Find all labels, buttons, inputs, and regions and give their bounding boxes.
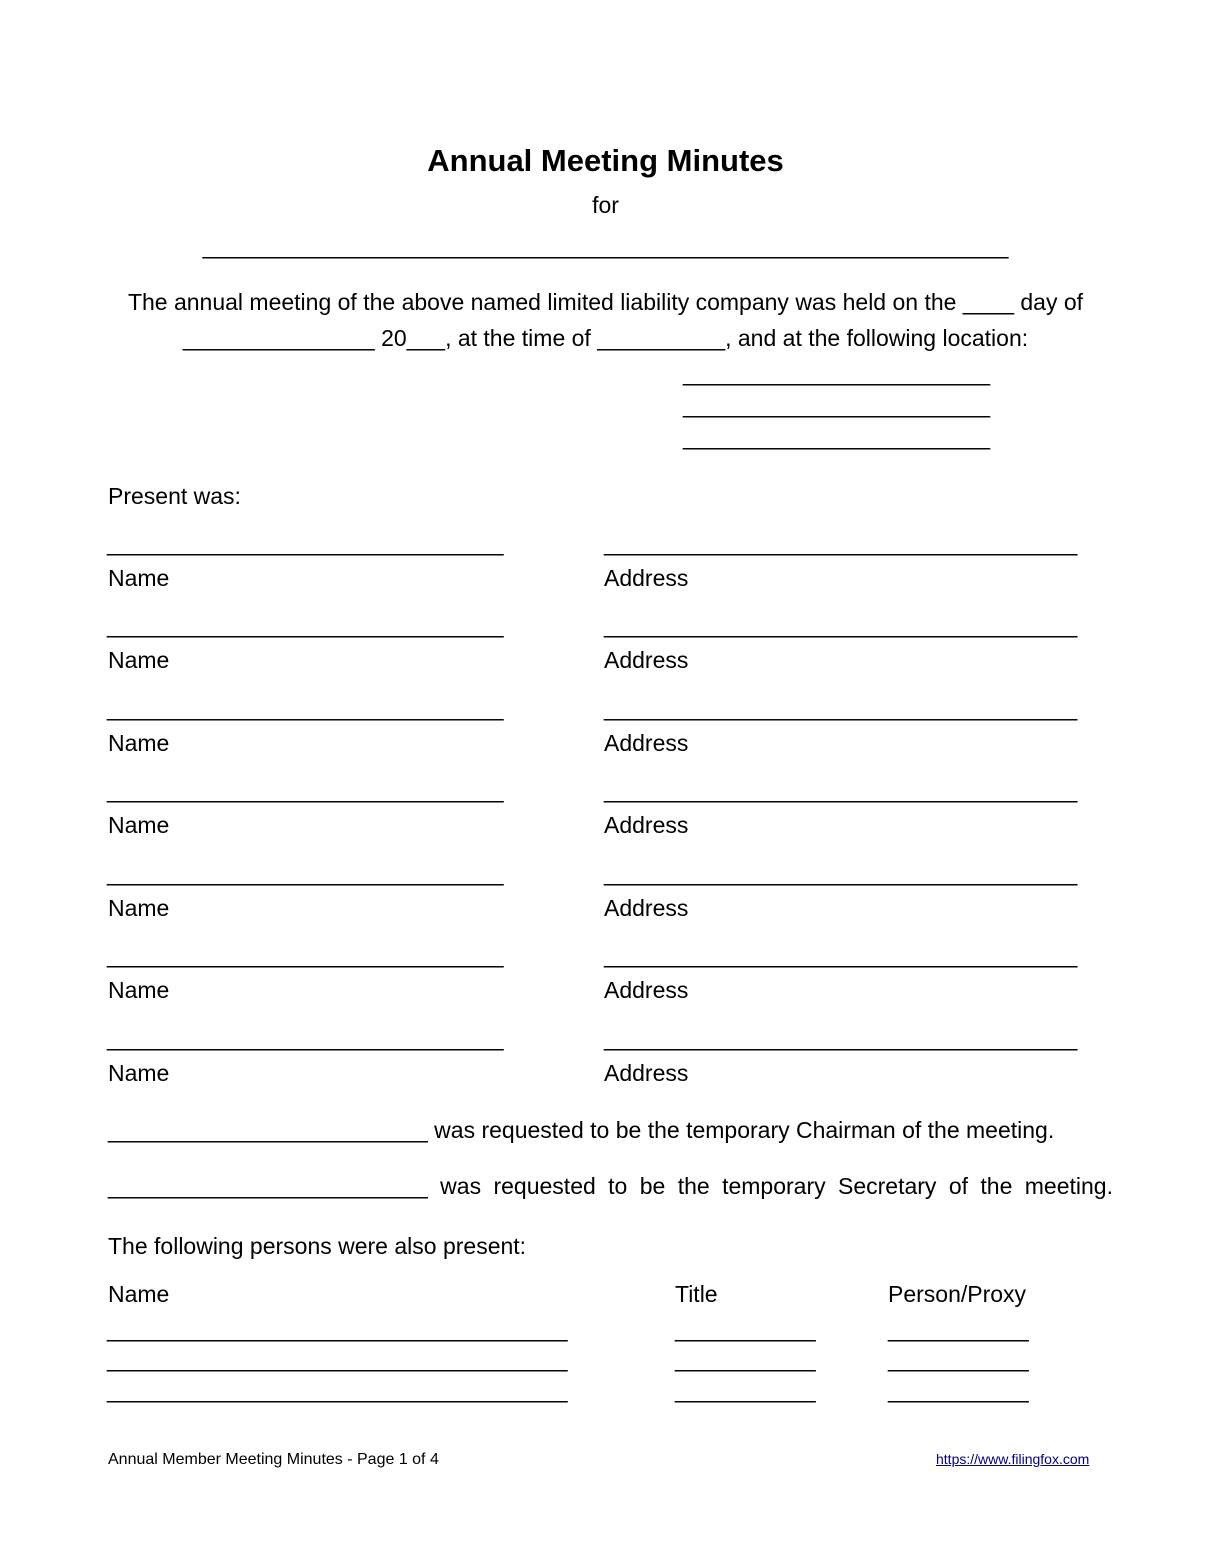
attendee-address-line: _____________________________________ xyxy=(604,530,1078,556)
attendee-address-line: _____________________________________ xyxy=(604,695,1078,721)
attendee-name-line: _______________________________ xyxy=(107,777,504,803)
also-present-proxy-line: ___________ xyxy=(888,1377,1029,1403)
attendee-address-label: Address xyxy=(604,730,689,756)
attendee-address-line: _____________________________________ xyxy=(604,612,1078,638)
company-name-line: _______________________________________________________________ xyxy=(202,233,1009,259)
intro-paragraph-line-2: _______________ 20___, at the time of __________, and at the following location: xyxy=(182,325,1029,351)
attendee-address-line: _____________________________________ xyxy=(604,1025,1078,1051)
location-line: ________________________ xyxy=(683,360,990,386)
attendee-address-line: _____________________________________ xyxy=(604,942,1078,968)
present-label: Present was: xyxy=(108,483,241,509)
attendee-address-line: _____________________________________ xyxy=(604,860,1078,886)
attendee-name-line: _______________________________ xyxy=(107,695,504,721)
document-title: Annual Meeting Minutes xyxy=(427,143,784,178)
column-header-name: Name xyxy=(108,1281,170,1307)
also-present-title-line: ___________ xyxy=(675,1377,816,1403)
attendee-address-label: Address xyxy=(604,812,689,838)
attendee-address-label: Address xyxy=(604,647,689,673)
attendee-address-label: Address xyxy=(604,977,689,1003)
intro-paragraph-line-1: The annual meeting of the above named limited liability company was held on the ____ day of xyxy=(127,289,1084,315)
attendee-address-label: Address xyxy=(604,895,689,921)
column-header-proxy: Person/Proxy xyxy=(888,1281,1027,1307)
attendee-name-line: _______________________________ xyxy=(107,530,504,556)
also-present-title-line: ___________ xyxy=(675,1346,816,1372)
attendee-address-line: _____________________________________ xyxy=(604,777,1078,803)
attendee-name-label: Name xyxy=(108,730,170,756)
attendee-address-label: Address xyxy=(604,565,689,591)
footer-website-link[interactable]: https://www.filingfox.com xyxy=(936,1451,1090,1467)
attendee-address-label: Address xyxy=(604,1060,689,1086)
attendee-name-label: Name xyxy=(108,812,170,838)
attendee-name-label: Name xyxy=(108,1060,170,1086)
secretary-sentence: _________________________ was requested to be the temporary Secretary of the meeting. xyxy=(108,1173,1113,1199)
page-footer-label: Annual Member Meeting Minutes - Page 1 of 4 xyxy=(108,1451,439,1468)
attendee-name-line: _______________________________ xyxy=(107,860,504,886)
also-present-title-line: ___________ xyxy=(675,1316,816,1342)
also-present-label: The following persons were also present: xyxy=(108,1233,527,1259)
also-present-proxy-line: ___________ xyxy=(888,1316,1029,1342)
column-header-title: Title xyxy=(675,1281,718,1307)
attendee-name-line: _______________________________ xyxy=(107,612,504,638)
location-line: ________________________ xyxy=(683,392,990,418)
attendee-name-line: _______________________________ xyxy=(107,942,504,968)
also-present-name-line: ____________________________________ xyxy=(107,1346,568,1372)
attendee-name-label: Name xyxy=(108,895,170,921)
for-label: for xyxy=(592,192,619,218)
attendee-name-label: Name xyxy=(108,565,170,591)
chairman-sentence: _________________________ was requested to be the temporary Chairman of the meeting. xyxy=(108,1117,1055,1143)
location-line: ________________________ xyxy=(683,424,990,450)
attendee-name-line: _______________________________ xyxy=(107,1025,504,1051)
also-present-name-line: ____________________________________ xyxy=(107,1377,568,1403)
attendee-name-label: Name xyxy=(108,647,170,673)
attendee-name-label: Name xyxy=(108,977,170,1003)
also-present-name-line: ____________________________________ xyxy=(107,1316,568,1342)
also-present-proxy-line: ___________ xyxy=(888,1346,1029,1372)
